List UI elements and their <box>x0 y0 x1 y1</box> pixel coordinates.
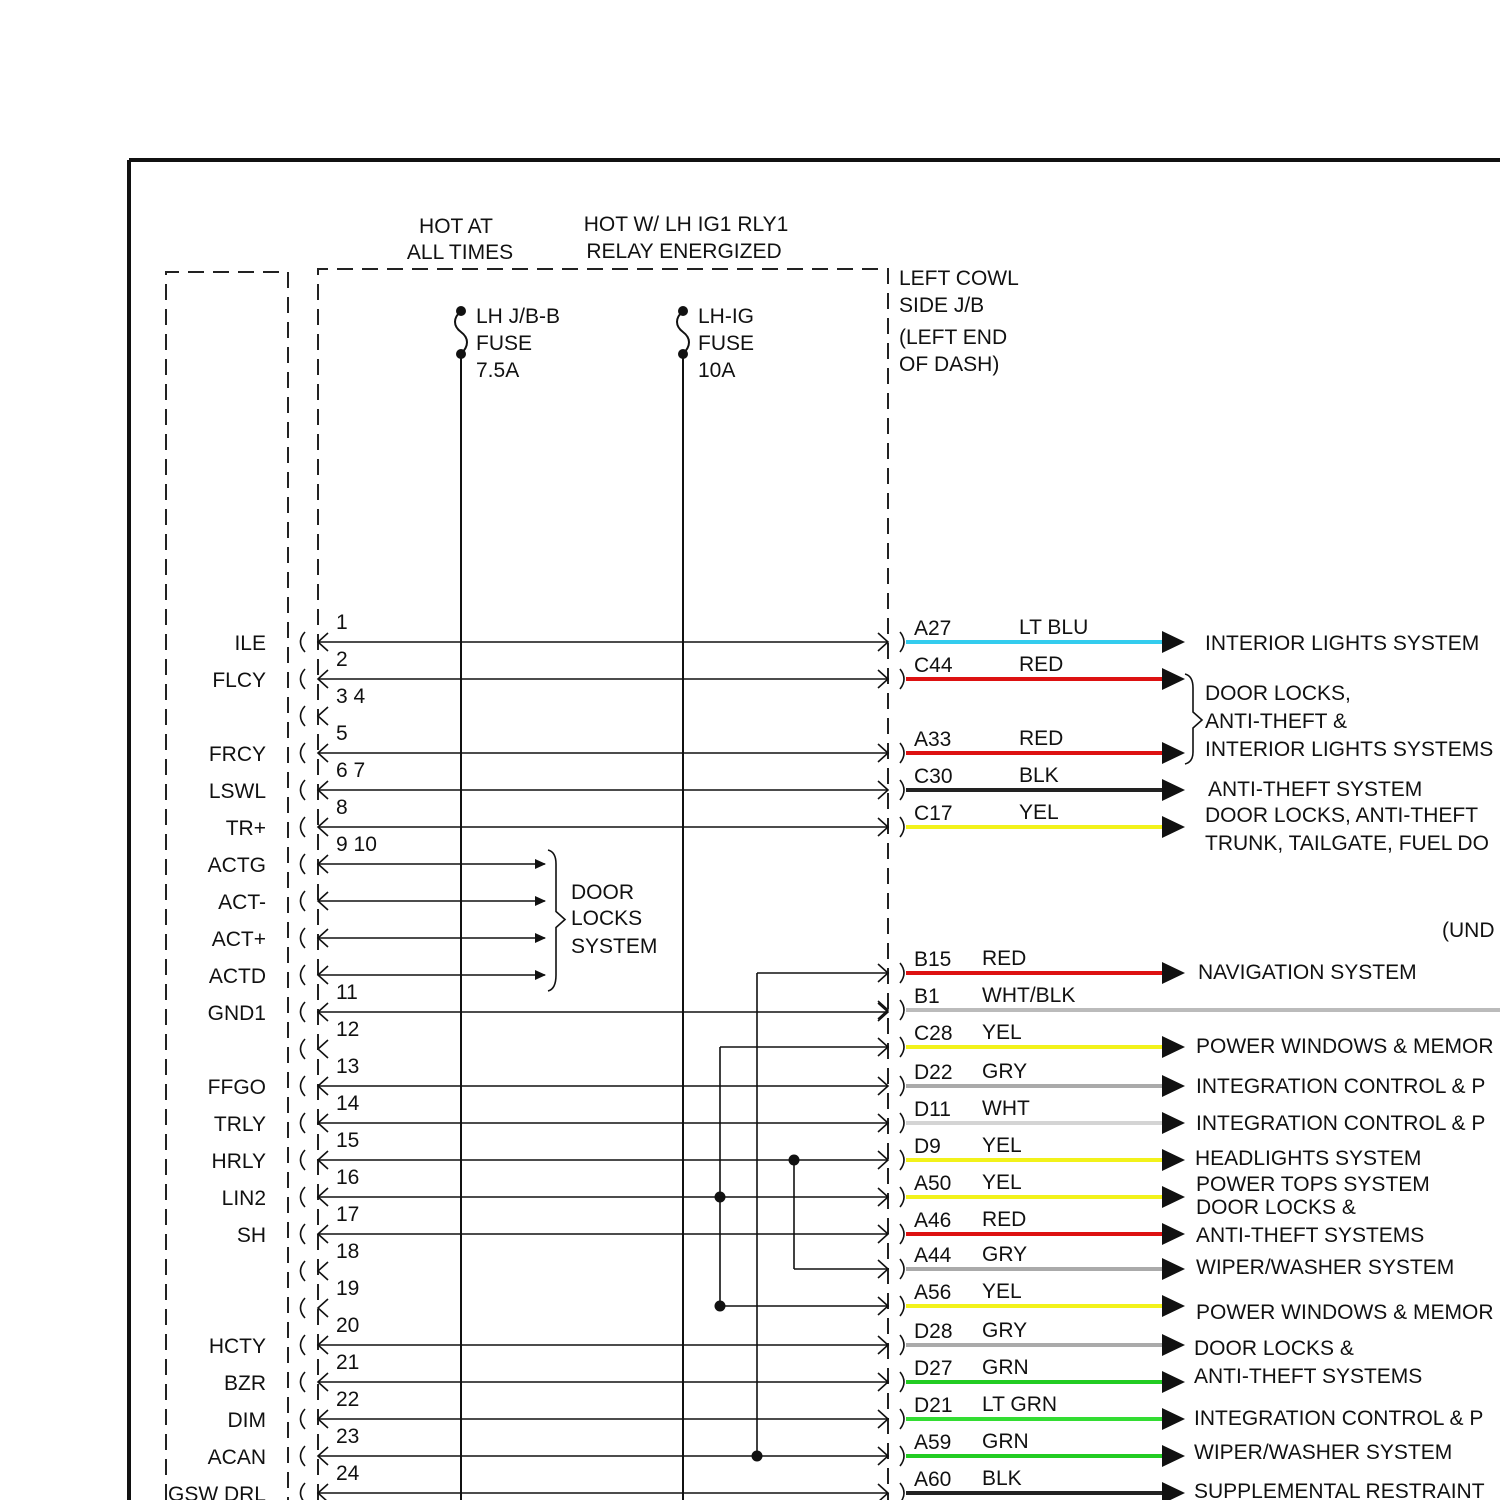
svg-text:DOOR: DOOR <box>571 881 634 904</box>
connector-bracket <box>301 669 306 689</box>
pin-number: 21 <box>336 1351 360 1374</box>
destination-label: INTERIOR LIGHTS SYSTEMS <box>1205 738 1494 761</box>
wire-color-label: GRN <box>982 1356 1029 1379</box>
pin-number: 2 <box>336 648 348 671</box>
destination-label: INTEGRATION CONTROL & P <box>1196 1075 1486 1098</box>
pin-number: 22 <box>336 1388 360 1411</box>
pin-number: 9 10 <box>336 833 377 856</box>
jb-connector-bracket <box>900 1259 904 1279</box>
destination-14 <box>1194 1337 1422 1388</box>
jb-connector-bracket <box>900 1483 904 1500</box>
pin-row-23 <box>208 1425 888 1469</box>
connector-bracket <box>301 1261 306 1281</box>
header-hot-relay-energized <box>584 213 789 263</box>
jb-connector-bracket <box>900 817 904 837</box>
wire-a56 <box>900 1280 1185 1317</box>
jb-connector-bracket <box>900 1076 904 1096</box>
wire-color-label: LT BLU <box>1019 616 1089 639</box>
connector-bracket <box>301 780 306 800</box>
connector-bracket <box>301 817 306 837</box>
wire-arrow-icon <box>1162 1186 1185 1208</box>
svg-text:OF DASH): OF DASH) <box>899 353 1000 376</box>
connector-id: C30 <box>914 765 953 788</box>
pin-name: LSWL <box>208 780 266 803</box>
pin-row-6 <box>226 796 888 840</box>
wire-c28 <box>900 1021 1185 1058</box>
wire-d21 <box>900 1393 1185 1430</box>
destination-5 <box>1198 961 1417 984</box>
pin-number: 17 <box>336 1203 360 1226</box>
pin-number: 5 <box>336 722 348 745</box>
wire-c17 <box>900 801 1185 838</box>
connector-bracket <box>301 965 306 985</box>
pin-number: 20 <box>336 1314 360 1337</box>
door-locks-arrow <box>535 859 546 869</box>
destination-label: POWER TOPS SYSTEM <box>1196 1173 1430 1196</box>
wire-color-label: RED <box>1019 727 1064 750</box>
pin-number: 1 <box>336 611 348 634</box>
connector-id: D22 <box>914 1061 953 1084</box>
wire-arrow-icon <box>1162 668 1185 690</box>
pin-row-24 <box>168 1462 888 1500</box>
pin-row-3 <box>301 685 366 726</box>
pin-name: FLCY <box>212 669 266 692</box>
pin-number: 13 <box>336 1055 360 1078</box>
pin-row-22 <box>228 1388 889 1432</box>
wire-color-label: WHT/BLK <box>982 984 1076 1007</box>
pin-number: 15 <box>336 1129 360 1152</box>
wire-c44 <box>900 653 1185 690</box>
pin-name: ACT- <box>218 891 266 914</box>
connector-id: D11 <box>914 1098 951 1121</box>
jb-connector-bracket <box>900 963 904 983</box>
wire-arrow-icon <box>1162 962 1185 984</box>
destination-label: NAVIGATION SYSTEM <box>1198 961 1417 984</box>
connector-bracket <box>301 1372 306 1392</box>
svg-text:10A: 10A <box>698 359 736 382</box>
pin-arrowhead <box>318 1262 328 1280</box>
wire-c30 <box>900 764 1185 801</box>
wire-arrow-icon <box>1162 742 1185 764</box>
jb-connector-bracket <box>900 632 904 652</box>
destination-12 <box>1196 1256 1454 1279</box>
wire-a27 <box>900 616 1185 653</box>
pin-name: BZR <box>224 1372 266 1395</box>
connector-bracket <box>301 1002 306 1022</box>
internal-bus-lines <box>715 964 889 1462</box>
connector-bracket <box>301 1113 306 1133</box>
connector-bracket <box>301 1039 306 1059</box>
connector-bracket <box>301 1187 306 1207</box>
jb-connector-bracket <box>900 669 904 689</box>
connector-id: A27 <box>914 617 952 640</box>
wire-d28 <box>900 1319 1185 1356</box>
pin-number: 24 <box>336 1462 360 1485</box>
circuit-destinations <box>1185 632 1494 1500</box>
wire-arrow-icon <box>1162 1075 1185 1097</box>
wire-arrow-icon <box>1162 1149 1185 1171</box>
bus-1 <box>752 964 889 1462</box>
destination-label: INTEGRATION CONTROL & P <box>1196 1112 1486 1135</box>
svg-text:(LEFT END: (LEFT END <box>899 326 1008 349</box>
wire-color-label: WHT <box>982 1097 1030 1120</box>
connector-bracket <box>301 891 306 911</box>
destination-6 <box>1196 1035 1494 1058</box>
wire-b15 <box>900 947 1185 984</box>
pin-number: 3 4 <box>336 685 366 708</box>
jb-connector-bracket <box>900 1446 904 1466</box>
wire-arrow-icon <box>1162 1334 1185 1356</box>
pin-number: 14 <box>336 1092 360 1115</box>
pin-name: GND1 <box>207 1002 266 1025</box>
jb-connector-bracket <box>900 1187 904 1207</box>
svg-text:LH-IG: LH-IG <box>698 305 755 328</box>
wire-color-label: GRN <box>982 1430 1029 1453</box>
destination-13 <box>1196 1301 1494 1324</box>
label-und-partial: (UND <box>1442 919 1495 942</box>
pin-arrowhead <box>318 1484 328 1500</box>
destination-label: POWER WINDOWS & MEMOR <box>1196 1035 1494 1058</box>
wire-color-label: GRY <box>982 1060 1028 1083</box>
wire-arrow-icon <box>1162 631 1185 653</box>
destination-11 <box>1196 1196 1424 1247</box>
svg-text:SYSTEM: SYSTEM <box>571 935 658 958</box>
module-pins <box>168 611 888 1500</box>
connector-bracket <box>301 632 306 652</box>
wire-color-label: YEL <box>982 1280 1022 1303</box>
destination-label: TRUNK, TAILGATE, FUEL DO <box>1205 832 1489 855</box>
pin-number: 8 <box>336 796 348 819</box>
destination-label: ANTI-THEFT SYSTEMS <box>1196 1224 1425 1247</box>
pin-number: 16 <box>336 1166 360 1189</box>
destination-label: DOOR LOCKS & <box>1196 1196 1356 1219</box>
wire-arrow-icon <box>1162 779 1185 801</box>
destination-17 <box>1194 1480 1485 1500</box>
connector-bracket <box>301 743 306 763</box>
wire-color-label: BLK <box>982 1467 1022 1490</box>
pin-name: TR+ <box>225 817 266 840</box>
connector-id: C28 <box>914 1022 953 1045</box>
wire-d11 <box>900 1097 1185 1134</box>
svg-text:HOT W/ LH IG1 RLY1: HOT W/ LH IG1 RLY1 <box>583 213 789 236</box>
door-locks-arrow <box>535 970 546 980</box>
pin-number: 11 <box>336 981 358 1004</box>
pin-number: 12 <box>336 1018 360 1041</box>
destination-label: ANTI-THEFT SYSTEM <box>1208 778 1423 801</box>
connector-bracket <box>301 706 306 726</box>
pin-row-20 <box>209 1314 888 1358</box>
connector-id: D21 <box>914 1394 953 1417</box>
wire-color-label: GRY <box>982 1319 1028 1342</box>
wire-a50 <box>900 1171 1185 1208</box>
jb-connector-bracket <box>900 1037 904 1057</box>
svg-text:HOT AT: HOT AT <box>419 215 493 238</box>
wire-arrow-icon <box>1162 1408 1185 1430</box>
pin-name: HRLY <box>211 1150 266 1173</box>
wire-d27 <box>900 1356 1185 1393</box>
destination-label: DOOR LOCKS, <box>1205 682 1351 705</box>
wire-color-label: RED <box>1019 653 1064 676</box>
wire-arrow-icon <box>1162 1223 1185 1245</box>
door-locks-system-group <box>571 881 657 958</box>
connector-id: A50 <box>914 1172 952 1195</box>
destination-15 <box>1194 1407 1483 1430</box>
wire-arrow-icon <box>1162 1371 1185 1393</box>
wire-color-label: YEL <box>982 1171 1022 1194</box>
pin-name: ACAN <box>207 1446 266 1469</box>
wire-a46 <box>900 1208 1185 1245</box>
label-left-cowl-side-jb <box>899 267 1019 376</box>
jb-connector-bracket <box>900 743 904 763</box>
svg-text:LH J/B-B: LH J/B-B <box>476 305 561 328</box>
door-locks-brace <box>548 850 565 991</box>
connector-id: A56 <box>914 1281 952 1304</box>
pin-number: 6 7 <box>336 759 366 782</box>
connector-id: D28 <box>914 1320 953 1343</box>
splice-dot <box>715 1301 726 1312</box>
wire-color-label: BLK <box>1019 764 1059 787</box>
connector-id: A60 <box>914 1468 952 1491</box>
pin-number: 23 <box>336 1425 360 1448</box>
pin-row-12 <box>301 1018 360 1059</box>
destination-16 <box>1194 1441 1452 1464</box>
jb-connector-bracket <box>900 1409 904 1429</box>
pin-name: ACT+ <box>211 928 266 951</box>
jb-connector-bracket <box>900 1296 904 1316</box>
pin-arrowhead <box>318 1040 328 1058</box>
pin-name: HCTY <box>208 1335 266 1358</box>
pin-arrowhead <box>318 1299 328 1317</box>
connector-id: A33 <box>914 728 952 751</box>
door-locks-arrow <box>535 896 546 906</box>
fuse-lh-jb-b <box>455 305 560 1500</box>
jb-connector-bracket <box>900 1113 904 1133</box>
wire-b1 <box>900 984 1500 1020</box>
pin-row-9 <box>212 928 546 951</box>
pin-name: SH <box>236 1224 266 1247</box>
svg-text:FUSE: FUSE <box>476 332 533 355</box>
wire-arrow-icon <box>1162 1258 1185 1280</box>
pin-row-16 <box>222 1166 888 1210</box>
connector-id: D27 <box>914 1357 953 1380</box>
connector-bracket <box>301 1224 306 1244</box>
jb-connector-bracket <box>900 1224 904 1244</box>
destination-9 <box>1195 1147 1421 1170</box>
module-box-left <box>166 272 288 1500</box>
door-locks-arrow <box>535 933 546 943</box>
connector-bracket <box>301 1483 306 1500</box>
header-hot-at-all-times <box>407 215 513 264</box>
pin-name: LIN2 <box>221 1187 266 1210</box>
destination-label: WIPER/WASHER SYSTEM <box>1194 1441 1453 1464</box>
wire-arrow-icon <box>1162 1036 1185 1058</box>
destination-7 <box>1196 1075 1485 1098</box>
destination-8 <box>1196 1112 1485 1135</box>
connector-bracket <box>301 1335 306 1355</box>
pin-name: ACTD <box>208 965 266 988</box>
pin-name: ACTG <box>207 854 266 877</box>
pin-row-8 <box>218 891 546 914</box>
jb-connector-bracket <box>900 1372 904 1392</box>
destination-10 <box>1196 1173 1430 1196</box>
svg-text:ALL TIMES: ALL TIMES <box>406 241 514 264</box>
pin-row-18 <box>301 1240 360 1281</box>
svg-text:FUSE: FUSE <box>698 332 755 355</box>
destination-4 <box>1205 804 1489 855</box>
pin-row-13 <box>208 1055 888 1099</box>
destination-1 <box>1205 632 1479 655</box>
wire-arrow-icon <box>1162 1295 1185 1317</box>
fuse-lh-ig <box>677 305 754 1500</box>
connector-id: A46 <box>914 1209 952 1232</box>
pin-number: 19 <box>336 1277 360 1300</box>
svg-text:LEFT COWL: LEFT COWL <box>899 267 1019 290</box>
connector-bracket <box>301 1409 306 1429</box>
wire-d22 <box>900 1060 1185 1097</box>
pin-row-1 <box>234 611 888 655</box>
destination-3 <box>1208 778 1422 801</box>
svg-text:7.5A: 7.5A <box>476 359 520 382</box>
connector-bracket <box>301 1076 306 1096</box>
destination-label: WIPER/WASHER SYSTEM <box>1196 1256 1455 1279</box>
wire-color-label: RED <box>982 947 1027 970</box>
connector-id: C17 <box>914 802 953 825</box>
pin-name: FRCY <box>208 743 266 766</box>
connector-bracket <box>301 1298 306 1318</box>
connector-id: B15 <box>914 948 952 971</box>
outer-frame <box>129 160 1500 1500</box>
connector-id: A44 <box>914 1244 952 1267</box>
destination-label: ANTI-THEFT SYSTEMS <box>1194 1365 1423 1388</box>
connector-id: A59 <box>914 1431 952 1454</box>
pin-row-10 <box>209 965 546 988</box>
wire-a60 <box>900 1467 1185 1500</box>
destination-label: POWER WINDOWS & MEMOR <box>1196 1301 1494 1324</box>
wire-color-label: YEL <box>982 1134 1022 1157</box>
wire-a33 <box>900 727 1185 764</box>
destination-2 <box>1205 682 1493 761</box>
wire-color-label: YEL <box>982 1021 1022 1044</box>
wire-arrow-icon <box>1162 1482 1185 1500</box>
connector-bracket <box>301 928 306 948</box>
pin-row-21 <box>224 1351 888 1395</box>
destination-label: INTEGRATION CONTROL & P <box>1194 1407 1484 1430</box>
pin-row-14 <box>214 1092 888 1136</box>
connector-id: C44 <box>914 654 953 677</box>
wire-a44 <box>900 1243 1185 1280</box>
pin-row-5 <box>209 759 888 803</box>
wire-a59 <box>900 1430 1185 1467</box>
pin-name: FFGO <box>207 1076 266 1099</box>
wire-arrow-icon <box>1162 1445 1185 1467</box>
connector-bracket <box>301 1150 306 1170</box>
wire-color-label: LT GRN <box>982 1393 1058 1416</box>
wire-color-label: YEL <box>1019 801 1059 824</box>
svg-text:RELAY ENERGIZED: RELAY ENERGIZED <box>586 240 782 263</box>
junction-arrowhead <box>878 1484 888 1500</box>
connector-id: B1 <box>914 985 940 1008</box>
bus-3 <box>789 1155 889 1279</box>
wire-d9 <box>900 1134 1185 1171</box>
connector-id: D9 <box>914 1135 941 1158</box>
destination-label: DOOR LOCKS & <box>1194 1337 1354 1360</box>
connector-bracket <box>301 1446 306 1466</box>
svg-text:SIDE J/B: SIDE J/B <box>899 294 985 317</box>
pin-row-4 <box>209 722 888 766</box>
destination-label: HEADLIGHTS SYSTEM <box>1195 1147 1422 1170</box>
pin-number: 18 <box>336 1240 360 1263</box>
pin-row-15 <box>212 1129 888 1173</box>
jb-connector-bracket <box>900 780 904 800</box>
destination-label: INTERIOR LIGHTS SYSTEM <box>1205 632 1480 655</box>
pin-row-2 <box>212 648 888 692</box>
destination-label: ANTI-THEFT & <box>1205 710 1347 733</box>
jb-connector-bracket <box>900 1150 904 1170</box>
wire-arrow-icon <box>1162 816 1185 838</box>
pin-row-11 <box>208 981 888 1025</box>
wire-color-label: GRY <box>982 1243 1028 1266</box>
pin-row-19 <box>301 1277 360 1318</box>
jb-connector-bracket <box>900 1000 904 1020</box>
destination-label: SUPPLEMENTAL RESTRAINT <box>1194 1480 1485 1500</box>
pin-name: DIM <box>227 1409 266 1432</box>
destination-label: DOOR LOCKS, ANTI-THEFT <box>1205 804 1479 827</box>
pin-arrowhead <box>318 707 328 725</box>
jb-connector-bracket <box>900 1335 904 1355</box>
svg-text:LOCKS: LOCKS <box>571 907 643 930</box>
wire-arrow-icon <box>1162 1112 1185 1134</box>
bus-2 <box>715 1038 889 1315</box>
connector-bracket <box>301 854 306 874</box>
pin-name: ILE <box>234 632 266 655</box>
pin-row-17 <box>237 1203 888 1247</box>
pin-name: TRLY <box>213 1113 266 1136</box>
wire-color-label: RED <box>982 1208 1027 1231</box>
destination-brace <box>1185 674 1202 764</box>
pin-name: GSW DRL <box>167 1483 266 1500</box>
